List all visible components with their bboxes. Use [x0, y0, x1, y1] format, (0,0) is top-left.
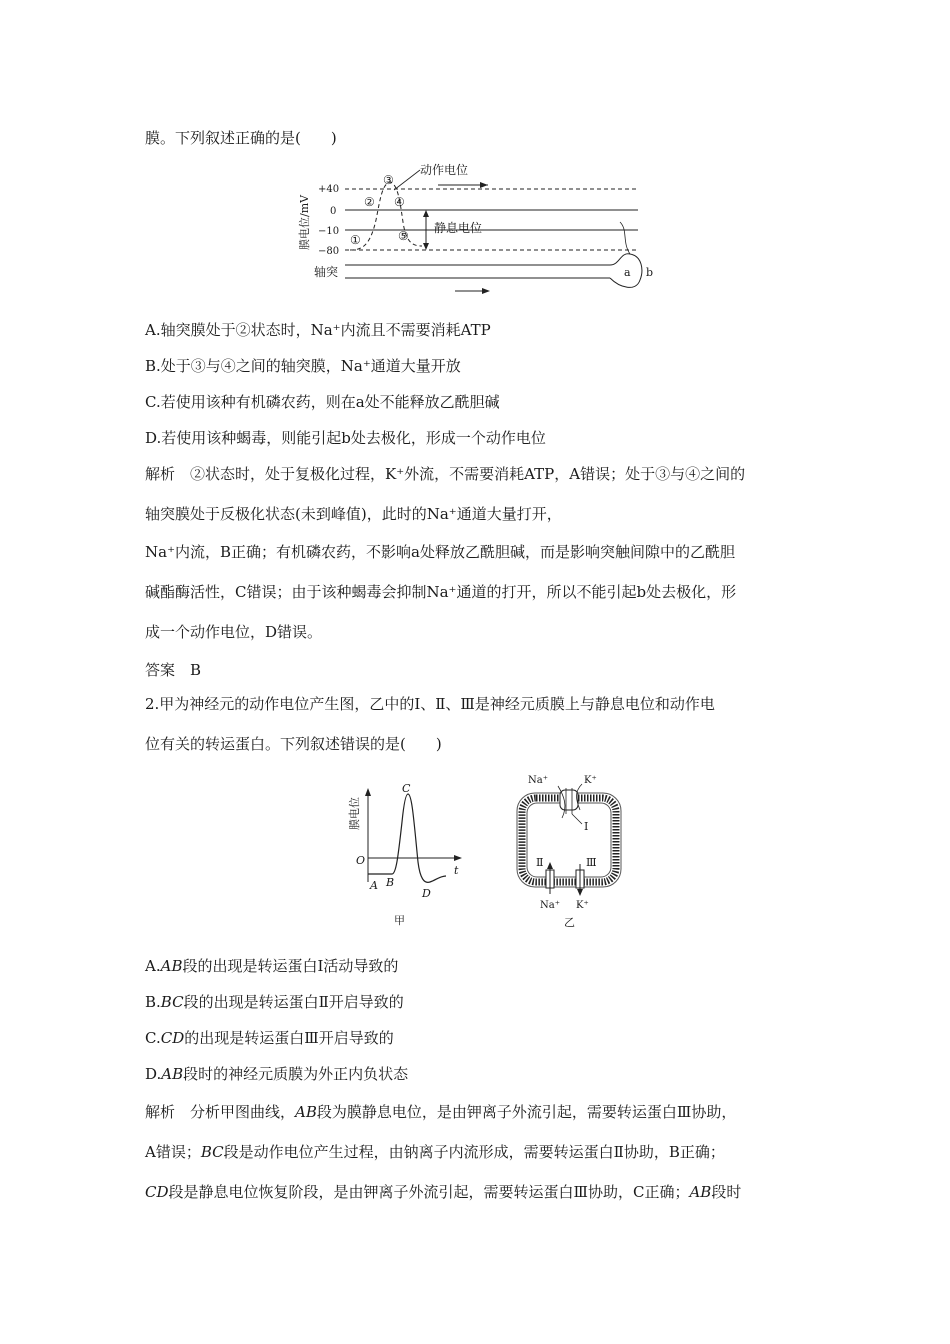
- q1-analysis-line-5: 成一个动作电位，D错误。: [145, 623, 323, 641]
- yi-protein-II: Ⅱ: [536, 856, 544, 869]
- q1-analysis-line-1: 解析 ②状态时，处于复极化过程，K⁺外流，不需要消耗ATP，A错误；处于③与④之间的: [145, 465, 746, 483]
- q2-figure-yi: [510, 770, 630, 932]
- q2-option-b-label: B.: [145, 993, 161, 1011]
- q2-analysis-3-segment-2: AB: [689, 1183, 712, 1201]
- jia-point-c: C: [402, 782, 411, 795]
- q1-option-d: D.若使用该种蝎毒，则能引起b处去极化，形成一个动作电位: [145, 429, 546, 447]
- q1-tick-10: −10: [318, 226, 340, 237]
- yi-protein-I: Ⅰ: [584, 820, 589, 833]
- q1-point-3: ③: [383, 173, 394, 187]
- q2-analysis-3a: 段是静息电位恢复阶段，是由钾离子外流引起，需要转运蛋白Ⅲ协助，C正确；: [168, 1183, 690, 1201]
- q2-figure-jia: [330, 782, 470, 932]
- q1-y-label: 膜电位/mV: [298, 194, 311, 250]
- jia-point-d: D: [422, 887, 431, 900]
- jia-origin: O: [356, 854, 366, 867]
- protein-I: [560, 790, 578, 810]
- q1-tick-40: +40: [318, 184, 340, 195]
- q2-option-b-text: 段的出现是转运蛋白Ⅱ开启导致的: [183, 993, 404, 1011]
- q1-action-potential-label: 动作电位: [420, 163, 469, 177]
- q1-point-5: ⑤: [398, 229, 409, 243]
- q2-option-a-text: 段的出现是转运蛋白Ⅰ活动导致的: [182, 957, 399, 975]
- jia-t: t: [454, 864, 459, 877]
- yi-na-bottom: Na⁺: [540, 900, 560, 911]
- q2-option-d-label: D.: [145, 1065, 162, 1083]
- yi-k-top: K⁺: [584, 775, 597, 786]
- q1-analysis-line-2: 轴突膜处于反极化状态(未到峰值)，此时的Na⁺通道大量打开，: [145, 505, 562, 523]
- q1-tick-80: −80: [318, 246, 340, 257]
- q2-option-d-text: 段时的神经元质膜为外正内负状态: [183, 1065, 409, 1083]
- q1-analysis-line-3: Na⁺内流，B正确；有机磷农药，不影响a处释放乙酰胆碱，而是影响突触间隙中的乙酰胆: [145, 543, 735, 561]
- q2-analysis-line-1: [145, 1102, 736, 1122]
- q1-analysis-line-4: 碱酯酶活性，C错误；由于该种蝎毒会抑制Na⁺通道的打开，所以不能引起b处去极化，形: [145, 583, 737, 601]
- q2-option-b: [145, 992, 404, 1012]
- action-potential-curve: [350, 182, 422, 250]
- q2-analysis-3-segment-1: CD: [145, 1183, 169, 1201]
- yi-caption: 乙: [564, 916, 575, 929]
- q2-analysis-2-segment: BC: [200, 1143, 224, 1161]
- q1-axon-label: 轴突: [314, 265, 339, 279]
- q2-option-c: [145, 1028, 394, 1048]
- q2-option-d-segment: AB: [161, 1065, 184, 1083]
- q2-option-a-segment: AB: [160, 957, 183, 975]
- jia-caption: 甲: [394, 914, 405, 927]
- q2-analysis-1-segment: AB: [295, 1103, 317, 1121]
- jia-curve: [368, 794, 446, 882]
- q2-option-a-label: A.: [145, 957, 161, 975]
- q1-option-b: B.处于③与④之间的轴突膜，Na⁺通道大量开放: [145, 357, 461, 375]
- yi-protein-III: Ⅲ: [586, 856, 597, 869]
- q1-figure: [290, 160, 670, 295]
- q2-analysis-2a: A错误；: [145, 1143, 201, 1161]
- q2-option-b-segment: BC: [160, 993, 184, 1011]
- q2-analysis-1b: 段为膜静息电位，是由钾离子外流引起，需要转运蛋白Ⅲ协助，: [316, 1103, 737, 1121]
- jia-y-label: 膜电位: [348, 797, 361, 830]
- q1-point-4: ④: [394, 195, 405, 209]
- jia-point-b: B: [386, 876, 395, 889]
- q2-option-d: [145, 1064, 408, 1084]
- q1-resting-potential-label: 静息电位: [434, 221, 483, 235]
- q1-point-1: ①: [350, 233, 361, 247]
- q1-answer: 答案 B: [145, 661, 202, 679]
- q2-option-c-label: C.: [145, 1029, 161, 1047]
- q1-option-c: C.若使用该种有机磷农药，则在a处不能释放乙酰胆碱: [145, 393, 500, 411]
- q2-option-c-segment: CD: [160, 1029, 185, 1047]
- q1-b-label: b: [646, 266, 654, 279]
- yi-k-bottom: K⁺: [576, 900, 589, 911]
- q2-analysis-line-2: [145, 1142, 725, 1162]
- q2-analysis-line-3: [145, 1182, 741, 1202]
- yi-na-top: Na⁺: [528, 775, 548, 786]
- q1-tick-0: 0: [330, 206, 337, 217]
- q1-option-a: A.轴突膜处于②状态时，Na⁺内流且不需要消耗ATP: [145, 321, 491, 339]
- q1-point-2: ②: [364, 195, 375, 209]
- q2-stem-line-2: 位有关的转运蛋白。下列叙述错误的是( ): [145, 735, 442, 753]
- q2-analysis-3b: 段时: [711, 1183, 742, 1201]
- q1-a-label: a: [624, 266, 631, 279]
- q1-stem-tail: 膜。下列叙述正确的是( ): [145, 129, 337, 147]
- q2-analysis-1a: 解析 分析甲图曲线，: [145, 1103, 296, 1121]
- q2-analysis-2b: 段是动作电位产生过程，由钠离子内流形成，需要转运蛋白Ⅱ协助，B正确；: [223, 1143, 725, 1161]
- q2-stem-line-1: 2.甲为神经元的动作电位产生图，乙中的Ⅰ、Ⅱ、Ⅲ是神经元质膜上与静息电位和动作电: [145, 695, 715, 713]
- jia-point-a: A: [370, 879, 378, 892]
- q2-option-a: [145, 956, 398, 976]
- q2-option-c-text: 的出现是转运蛋白Ⅲ开启导致的: [184, 1029, 394, 1047]
